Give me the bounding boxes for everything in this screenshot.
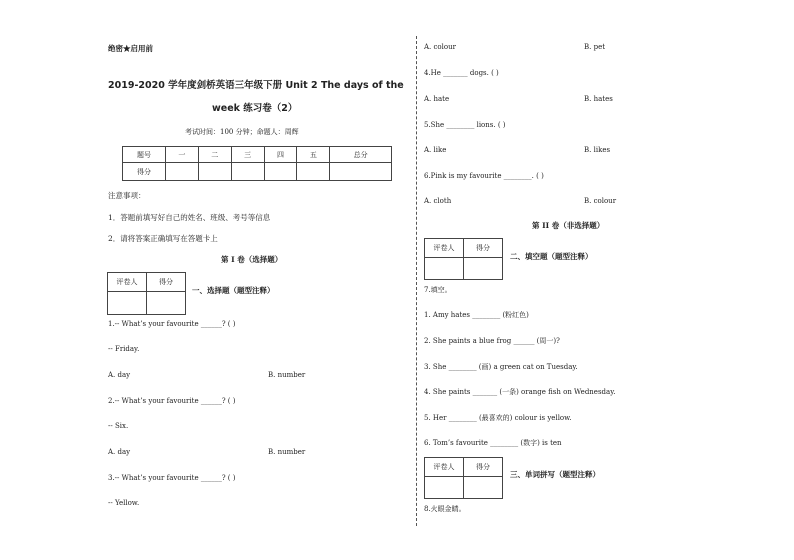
score-header-cell: 三 [231, 147, 264, 163]
question-5: 5.She ________ lions. ( ) [424, 121, 506, 129]
eval-reviewer-input[interactable] [108, 292, 147, 314]
title-line-1: 2019-2020 学年度剑桥英语三年级下册 Unit 2 The days of the [108, 80, 404, 91]
eval-box [107, 272, 186, 315]
score-table [122, 146, 392, 181]
score-header-cell: 一 [166, 147, 199, 163]
question-5-option-a[interactable]: A. like [424, 146, 447, 154]
question-1-answer: -- Friday. [108, 345, 140, 353]
score-header-cell: 总分 [330, 147, 392, 163]
eval-reviewer-input[interactable] [425, 477, 464, 498]
eval-reviewer-label: 评卷人 [425, 458, 464, 477]
question-2-option-b[interactable]: B. number [268, 448, 306, 456]
question-3-option-a[interactable]: A. colour [424, 43, 456, 51]
eval-score-input[interactable] [464, 258, 502, 279]
score-input-cell[interactable] [166, 163, 199, 181]
question-8: 8.火眼金睛。 [424, 505, 466, 513]
notice-1: 1．答题前填写好自己的姓名、班级、考号等信息 [108, 213, 271, 222]
fill-item-4[interactable]: 4. She paints _______ (一条) orange fish on Wednesday. [424, 388, 616, 396]
section-1-title: 一、选择题（题型注释） [192, 286, 275, 295]
question-2-answer: -- Six. [108, 422, 129, 430]
notice-title: 注意事项： [108, 191, 146, 200]
fill-item-2[interactable]: 2. She paints a blue frog ______ (周一)? [424, 337, 560, 345]
question-2-option-a[interactable]: A. day [108, 448, 131, 456]
notice-2: 2．请将答案正确填写在答题卡上 [108, 234, 218, 243]
eval-box [424, 457, 503, 499]
eval-reviewer-label: 评卷人 [425, 239, 464, 258]
column-divider [416, 36, 417, 526]
exam-info: 考试时间：100 分钟；命题人：周辉 [185, 128, 299, 136]
eval-score-label: 得分 [464, 458, 502, 477]
score-header-cell: 五 [297, 147, 330, 163]
secret-label: 绝密★启用前 [108, 44, 153, 53]
question-6-option-b[interactable]: B. colour [584, 197, 617, 205]
question-3: 3.-- What’s your favourite ______? ( ) [108, 474, 236, 482]
section-3-title: 三、单词拼写（题型注释） [510, 470, 600, 479]
eval-score-input[interactable] [464, 477, 502, 498]
question-7: 7.填空。 [424, 286, 452, 294]
section-2-title: 二、填空题（题型注释） [510, 252, 593, 261]
score-input-cell[interactable] [231, 163, 264, 181]
question-6-option-a[interactable]: A. cloth [424, 197, 452, 205]
part1-title: 第 I 卷（选择题） [221, 255, 283, 264]
question-1-option-b[interactable]: B. number [268, 371, 306, 379]
question-4-option-b[interactable]: B. hates [584, 95, 613, 103]
eval-score-label: 得分 [147, 273, 185, 292]
score-header-cell: 二 [198, 147, 231, 163]
eval-reviewer-label: 评卷人 [108, 273, 147, 292]
eval-box [424, 238, 503, 280]
score-header-cell: 四 [264, 147, 297, 163]
question-3-answer: -- Yellow. [108, 499, 140, 507]
title-line-2: week 练习卷（2） [212, 103, 298, 114]
question-5-option-b[interactable]: B. likes [584, 146, 611, 154]
score-header-cell: 题号 [123, 147, 166, 163]
fill-item-6[interactable]: 6. Tom’s favourite ________ (数字) is ten [424, 439, 562, 447]
eval-score-input[interactable] [147, 292, 185, 314]
eval-score-label: 得分 [464, 239, 502, 258]
score-row-label: 得分 [123, 163, 166, 181]
question-4: 4.He _______ dogs. ( ) [424, 69, 499, 77]
question-3-option-b[interactable]: B. pet [584, 43, 606, 51]
fill-item-3[interactable]: 3. She ________ (画) a green cat on Tuesday. [424, 363, 578, 371]
part2-title: 第 II 卷（非选择题） [532, 221, 605, 230]
eval-reviewer-input[interactable] [425, 258, 464, 279]
question-6: 6.Pink is my favourite ________. ( ) [424, 172, 544, 180]
score-input-cell[interactable] [297, 163, 330, 181]
question-1: 1.-- What’s your favourite ______? ( ) [108, 320, 236, 328]
fill-item-1[interactable]: 1. Amy hates ________ (粉红色) [424, 311, 529, 319]
score-input-cell[interactable] [330, 163, 392, 181]
score-input-cell[interactable] [264, 163, 297, 181]
question-2: 2.-- What’s your favourite ______? ( ) [108, 397, 236, 405]
question-4-option-a[interactable]: A. hate [424, 95, 450, 103]
score-input-cell[interactable] [198, 163, 231, 181]
fill-item-5[interactable]: 5. Her ________ (最喜欢的) colour is yellow. [424, 414, 572, 422]
question-1-option-a[interactable]: A. day [108, 371, 131, 379]
